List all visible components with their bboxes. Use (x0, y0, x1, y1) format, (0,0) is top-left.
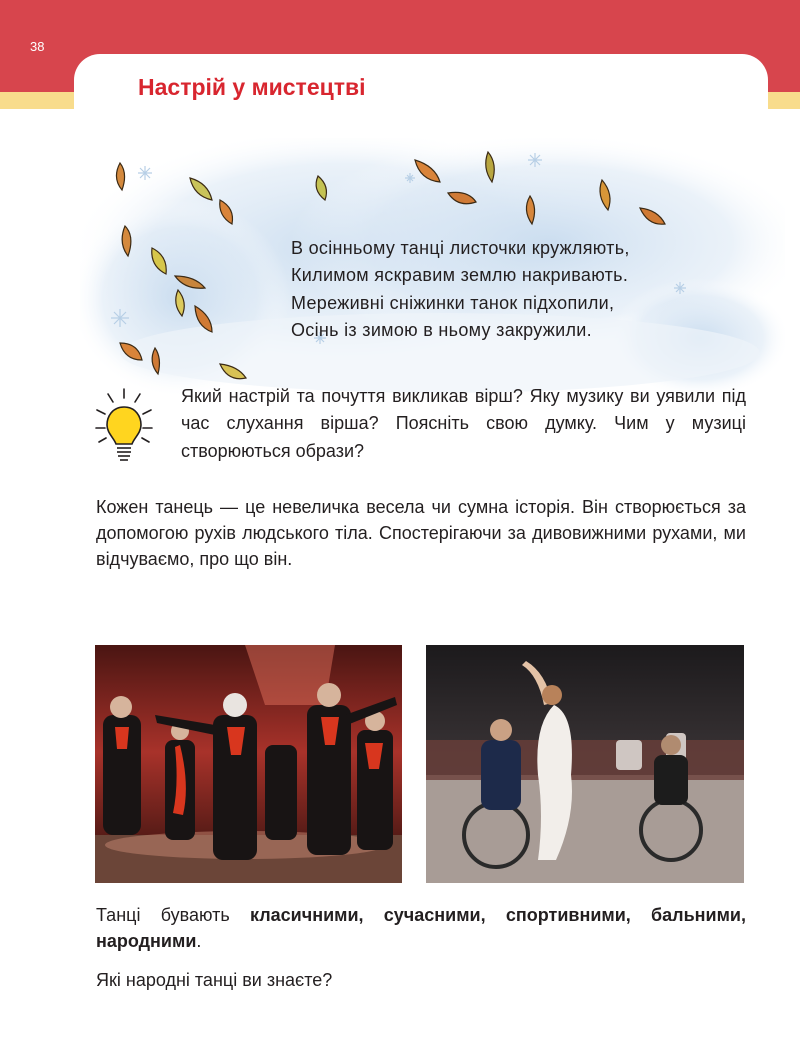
lightbulb-icon (94, 386, 164, 466)
folk-dance-photo (95, 645, 402, 883)
section-title: Настрій у мистецтві (138, 74, 366, 100)
poem-line: Осінь із зимою в ньому закружили. (291, 320, 592, 341)
page-number: 38 (30, 39, 45, 54)
discussion-question: Який настрій та почуття викликав вірш? Яку музику ви уявили під час слухання вірша? Поясніть свою думку. Чим у музиці створюються образи? (181, 386, 746, 461)
poem-line: В осінньому танці листочки кружляють, (291, 238, 630, 258)
dance-types (96, 903, 746, 954)
dance-paragraph: Кожен танець — це невеличка весела чи сумна історія. Він створюється за допомогою рухів людського тіла. Спостерігаючи за дивовижними рухами, ми відчуваємо, про що він. (96, 497, 746, 569)
wheelchair-ballroom-photo (426, 645, 744, 883)
dance-types-list: класичними, сучасними, спортивними, бальними, народними (96, 905, 746, 951)
final-question: Які народні танці ви знаєте? (96, 970, 333, 990)
poem-line: Мереживні сніжинки танок підхопили, (291, 292, 615, 313)
dance-types-intro: Танці бувають (96, 905, 250, 925)
poem-line: Килимом яскравим землю накривають. (291, 265, 629, 286)
dance-types-end: . (196, 930, 202, 951)
poem (291, 235, 630, 345)
